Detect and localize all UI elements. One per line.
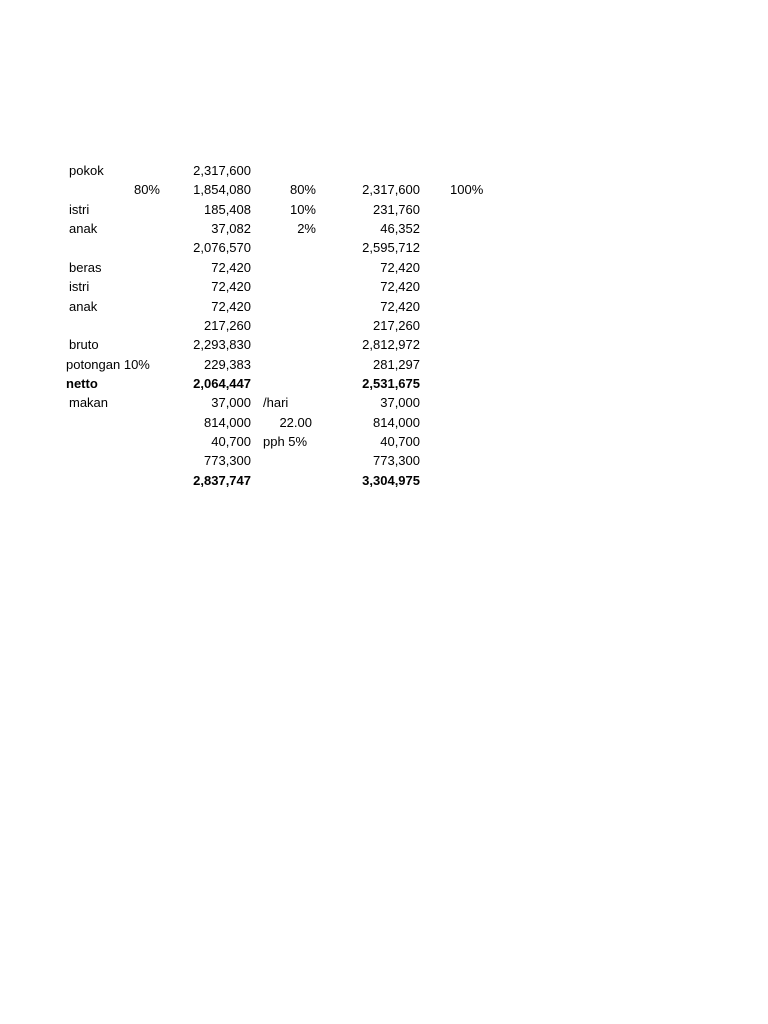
cell-value: 46,352 <box>380 221 420 236</box>
row-netto <box>0 374 768 393</box>
cell-value: 2,076,570 <box>193 240 251 255</box>
row-subtotal <box>0 316 768 335</box>
cell-percent: 100% <box>450 182 484 197</box>
row-label: bruto <box>69 337 99 352</box>
cell-value: 231,760 <box>373 202 420 217</box>
cell-value: 72,420 <box>211 279 251 294</box>
row-label: istri <box>69 279 90 294</box>
cell-value: 3,304,975 <box>362 473 420 488</box>
row-label: pokok <box>69 163 104 178</box>
cell-value: 773,300 <box>373 453 420 468</box>
cell-value: 72,420 <box>380 299 420 314</box>
row-beras <box>0 258 768 277</box>
row-potongan <box>0 355 768 374</box>
cell-percent: 2% <box>297 221 316 236</box>
row-makan-total <box>0 413 768 432</box>
cell-value: 814,000 <box>373 415 420 430</box>
row-label: potongan 10% <box>66 357 150 372</box>
cell-value: 40,700 <box>380 434 420 449</box>
row-anak <box>0 297 768 316</box>
row-percent <box>0 180 768 199</box>
row-makan <box>0 393 768 412</box>
cell-value: 37,000 <box>211 395 251 410</box>
cell-percent: 80% <box>289 182 316 197</box>
cell-value: 2,293,830 <box>193 337 251 352</box>
row-label: istri <box>69 202 90 217</box>
row-label: anak <box>69 299 98 314</box>
cell-value: 72,420 <box>211 299 251 314</box>
cell-value: 2,595,712 <box>362 240 420 255</box>
cell-tax: pph 5% <box>263 434 308 449</box>
cell-value: 72,420 <box>380 279 420 294</box>
row-grand-total <box>0 471 768 490</box>
cell-value: 2,064,447 <box>193 376 251 391</box>
row-subtotal <box>0 238 768 257</box>
row-bruto <box>0 335 768 354</box>
cell-value: 1,854,080 <box>193 182 251 197</box>
row-label: anak <box>69 221 98 236</box>
row-pokok <box>0 161 768 180</box>
cell-days: 22.00 <box>279 415 312 430</box>
cell-value: 185,408 <box>204 202 251 217</box>
cell-value: 773,300 <box>204 453 251 468</box>
cell-value: 217,260 <box>204 318 251 333</box>
cell-value: 281,297 <box>373 357 420 372</box>
cell-value: 2,531,675 <box>362 376 420 391</box>
cell-value: 40,700 <box>211 434 251 449</box>
row-makan-net <box>0 451 768 470</box>
cell-value: 814,000 <box>204 415 251 430</box>
cell-unit: /hari <box>263 395 289 410</box>
cell-value: 37,000 <box>380 395 420 410</box>
cell-value: 2,317,600 <box>362 182 420 197</box>
cell-value: 37,082 <box>211 221 251 236</box>
cell-value: 229,383 <box>204 357 251 372</box>
cell-value: 2,317,600 <box>193 163 251 178</box>
row-istri <box>0 277 768 296</box>
cell-value: 72,420 <box>380 260 420 275</box>
cell-value: 72,420 <box>211 260 251 275</box>
cell-value: 217,260 <box>373 318 420 333</box>
cell-value: 2,812,972 <box>362 337 420 352</box>
row-istri <box>0 200 768 219</box>
row-pph <box>0 432 768 451</box>
cell-percent: 10% <box>289 202 316 217</box>
cell-percent: 80% <box>133 182 160 197</box>
row-label: netto <box>66 376 98 391</box>
row-label: beras <box>69 260 102 275</box>
row-label: makan <box>69 395 109 410</box>
row-anak <box>0 219 768 238</box>
cell-value: 2,837,747 <box>193 473 251 488</box>
